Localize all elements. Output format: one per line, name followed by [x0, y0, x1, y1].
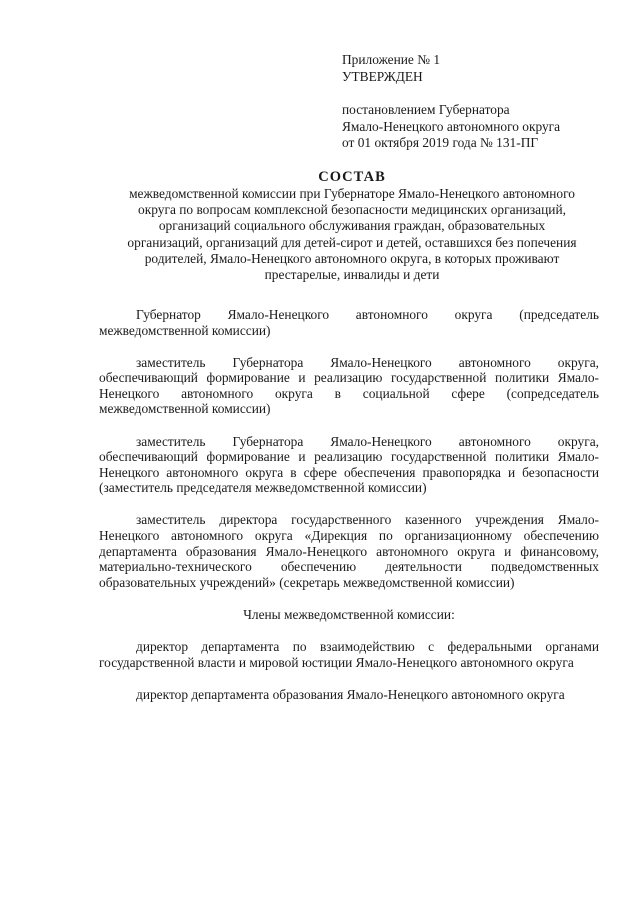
subtitle-line: организаций, организаций для детей-сирот и детей, оставшихся без попечения: [127, 234, 577, 250]
subtitle-line: родителей, Ямало-Ненецкого автономного округа, в которых проживают: [144, 250, 560, 266]
decree-line: постановлением Губернатора: [342, 102, 510, 117]
region-line: Ямало-Ненецкого автономного округа: [342, 118, 561, 134]
subtitle-line: округа по вопросам комплексной безопасности медицинских организаций,: [138, 202, 566, 218]
subtitle-line: престарелые, инвалиды и дети: [264, 267, 440, 283]
document-title: СОСТАВ: [318, 169, 386, 185]
subtitle-line: организаций социального обслуживания граждан, образовательных: [158, 218, 546, 234]
approval-stamp-block: [342, 52, 602, 152]
commission-members: [99, 307, 599, 719]
members-heading: Члены межведомственной комиссии:: [243, 606, 455, 622]
approved-label: УТВЕРЖДЕН: [342, 68, 423, 84]
decree-date-line: от 01 октября 2019 года № 131-ПГ: [342, 135, 539, 150]
member-entry: директор департамента образования Ямало-Ненецкого автономного округа: [136, 686, 565, 702]
title-block: [92, 168, 612, 283]
member-entry-deputy-chairman: заместитель Губернатора Ямало-Ненецкого автономного округа, обеспечивающий формирование и реализацию государственной политики Ямало-Ненецкого автономного округа в сфере обеспечения правопорядка и безопасности (заместитель председателя межведомственной комиссии): [99, 433, 599, 496]
member-entry-chairman: Губернатор Ямало-Ненецкого автономного округа (председатель межведомственной комиссии): [99, 307, 599, 338]
document-subtitle: [92, 186, 612, 283]
member-entry-secretary: заместитель директора государственного казенного учреждения Ямало-Ненецкого автономного округа «Дирекция по организационному обеспечению департамента образования Ямало-Ненецкого автономного округа и финансовому, материально-технического обеспечению деятельности подведомственных образовательных учреждений» (секретарь межведомственной комиссии): [99, 512, 599, 590]
appendix-number: Приложение № 1: [342, 52, 441, 67]
member-entry: директор департамента по взаимодействию с федеральными органами государственной власти и мировой юстиции Ямало-Ненецкого автономного округа: [99, 639, 599, 670]
member-entry-co-chairman: заместитель Губернатора Ямало-Ненецкого автономного округа, обеспечивающий формирование и реализацию государственной политики Ямало-Ненецкого автономного округа в социальной сфере (сопредседатель межведомственной комиссии): [99, 354, 599, 417]
subtitle-line: межведомственной комиссии при Губернаторе Ямало-Ненецкого автономного: [129, 186, 575, 201]
